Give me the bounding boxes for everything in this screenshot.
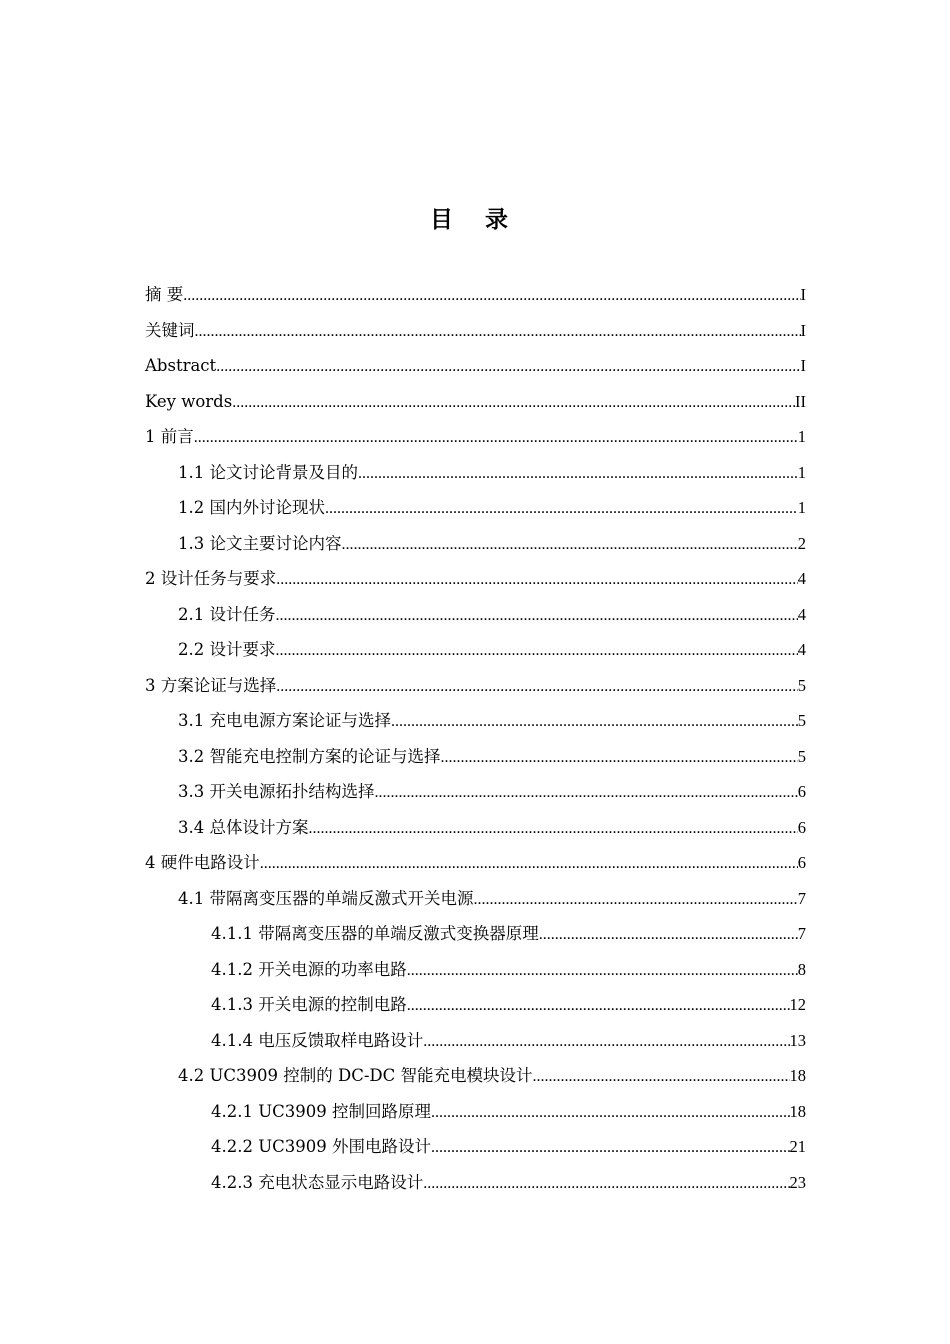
- toc-title: 目 录: [429, 207, 520, 233]
- toc-entry-page-number: 1: [797, 427, 806, 446]
- toc-dot-leader: [195, 314, 801, 350]
- toc-entry-text: 3.2 智能充电控制方案的论证与选择: [178, 746, 441, 766]
- toc-entry[interactable]: [145, 1129, 806, 1165]
- toc-entry-text: 1.2 国内外讨论现状: [178, 498, 325, 517]
- toc-dot-leader: [358, 456, 798, 492]
- toc-dot-leader: [423, 1024, 789, 1060]
- toc-entry-text: 4.2.3 充电状态显示电路设计: [211, 1172, 424, 1192]
- toc-dot-leader: [309, 811, 798, 847]
- toc-entry-text: 4.2.2 UC3909 外围电路设计: [211, 1137, 431, 1156]
- toc-entry-text: 4.2.1 UC3909 控制回路原理: [211, 1101, 431, 1121]
- toc-entry[interactable]: [145, 348, 806, 384]
- toc-entry-text: 4.1.2 开关电源的功率电路: [211, 959, 407, 979]
- toc-dot-leader: [232, 385, 795, 421]
- toc-entry-page-number: 2: [797, 533, 806, 553]
- toc-entry[interactable]: [145, 1023, 806, 1059]
- toc-entry-page-number: 7: [797, 924, 806, 943]
- toc-entry[interactable]: [145, 1165, 806, 1201]
- toc-entry-page-number: 6: [797, 782, 806, 801]
- toc-entry-text: 2.1 设计任务: [178, 604, 276, 624]
- toc-entry-page-number: 5: [797, 711, 806, 730]
- toc-entry-page-number: 8: [797, 959, 806, 979]
- toc-entry-text: 2 设计任务与要求: [145, 569, 277, 588]
- toc-entry-page-number: 18: [789, 1066, 806, 1085]
- toc-entry-page-number: 7: [797, 888, 806, 908]
- toc-entry-text: 关键词: [145, 320, 195, 340]
- toc-list: [145, 277, 806, 1200]
- toc-entry-text: 4.1.4 电压反馈取样电路设计: [211, 1030, 424, 1050]
- toc-entry-page-number: 21: [789, 1137, 806, 1156]
- toc-entry-page-number: 4: [797, 604, 806, 624]
- toc-entry[interactable]: [145, 561, 806, 597]
- toc-entry[interactable]: [145, 987, 806, 1023]
- toc-dot-leader: [260, 846, 798, 882]
- toc-entry-text: 4 硬件电路设计: [145, 853, 260, 872]
- toc-dot-leader: [407, 988, 790, 1024]
- toc-dot-leader: [325, 491, 798, 527]
- toc-entry-page-number: I: [800, 356, 806, 375]
- toc-entry-text: 1.1 论文讨论背景及目的: [178, 462, 358, 482]
- toc-entry-page-number: 12: [789, 995, 806, 1014]
- toc-dot-leader: [276, 598, 798, 634]
- toc-entry-page-number: 1: [797, 462, 806, 482]
- toc-dot-leader: [375, 775, 798, 811]
- toc-entry[interactable]: [145, 490, 806, 526]
- toc-entry-text: 4.1 带隔离变压器的单端反激式开关电源: [178, 888, 474, 908]
- toc-entry-text: 3.4 总体设计方案: [178, 817, 309, 837]
- toc-entry[interactable]: [145, 952, 806, 988]
- toc-entry-page-number: 4: [797, 640, 806, 659]
- toc-entry[interactable]: [145, 845, 806, 881]
- toc-entry[interactable]: [145, 916, 806, 952]
- toc-dot-leader: [431, 1095, 790, 1131]
- toc-dot-leader: [276, 562, 798, 598]
- toc-entry[interactable]: [145, 277, 806, 313]
- toc-entry-page-number: I: [800, 320, 806, 340]
- toc-entry[interactable]: [145, 455, 806, 491]
- toc-dot-leader: [183, 278, 800, 314]
- toc-entry-page-number: 5: [797, 675, 806, 695]
- toc-dot-leader: [407, 953, 798, 989]
- toc-entry[interactable]: [145, 384, 806, 420]
- toc-entry[interactable]: [145, 526, 806, 562]
- toc-entry[interactable]: [145, 1058, 806, 1094]
- toc-entry-page-number: II: [795, 391, 806, 411]
- toc-dot-leader: [539, 917, 798, 953]
- toc-entry-text: 3.3 开关电源拓扑结构选择: [178, 782, 375, 801]
- toc-dot-leader: [533, 1059, 790, 1095]
- toc-dot-leader: [391, 704, 798, 740]
- toc-entry-text: 3.1 充电电源方案论证与选择: [178, 711, 391, 730]
- toc-dot-leader: [474, 882, 798, 918]
- toc-entry-text: 4.2 UC3909 控制的 DC-DC 智能充电模块设计: [178, 1066, 533, 1085]
- toc-dot-leader: [431, 1130, 790, 1166]
- toc-entry-text: 3 方案论证与选择: [145, 675, 277, 695]
- toc-entry[interactable]: [145, 313, 806, 349]
- toc-entry-text: 1 前言: [145, 427, 194, 446]
- toc-entry-text: 2.2 设计要求: [178, 640, 276, 659]
- toc-entry[interactable]: [145, 703, 806, 739]
- toc-entry-page-number: 13: [789, 1030, 806, 1050]
- toc-entry-page-number: 6: [797, 817, 806, 837]
- toc-entry-text: Key words: [145, 391, 233, 411]
- toc-entry[interactable]: [145, 597, 806, 633]
- toc-entry-page-number: 1: [797, 498, 806, 517]
- toc-entry-page-number: 23: [789, 1172, 806, 1192]
- toc-entry-page-number: 18: [789, 1101, 806, 1121]
- toc-dot-leader: [276, 669, 798, 705]
- toc-entry[interactable]: [145, 810, 806, 846]
- toc-entry-page-number: 6: [797, 853, 806, 872]
- toc-dot-leader: [276, 633, 798, 669]
- toc-entry[interactable]: [145, 881, 806, 917]
- toc-entry[interactable]: [145, 632, 806, 668]
- toc-entry-text: Abstract: [145, 356, 217, 375]
- toc-entry-text: 4.1.1 带隔离变压器的单端反激式变换器原理: [211, 924, 539, 943]
- toc-entry-page-number: 5: [797, 746, 806, 766]
- toc-entry[interactable]: [145, 739, 806, 775]
- toc-entry[interactable]: [145, 419, 806, 455]
- toc-dot-leader: [342, 527, 798, 563]
- toc-entry-text: 4.1.3 开关电源的控制电路: [211, 995, 407, 1014]
- toc-entry[interactable]: [145, 774, 806, 810]
- toc-dot-leader: [216, 349, 800, 385]
- toc-entry-page-number: 4: [797, 569, 806, 588]
- toc-entry[interactable]: [145, 1094, 806, 1130]
- toc-entry[interactable]: [145, 668, 806, 704]
- toc-dot-leader: [423, 1166, 789, 1202]
- toc-entry-page-number: I: [800, 285, 806, 304]
- toc-entry-text: 摘 要: [145, 285, 184, 304]
- toc-entry-text: 1.3 论文主要讨论内容: [178, 533, 342, 553]
- toc-dot-leader: [194, 420, 798, 456]
- toc-dot-leader: [441, 740, 798, 776]
